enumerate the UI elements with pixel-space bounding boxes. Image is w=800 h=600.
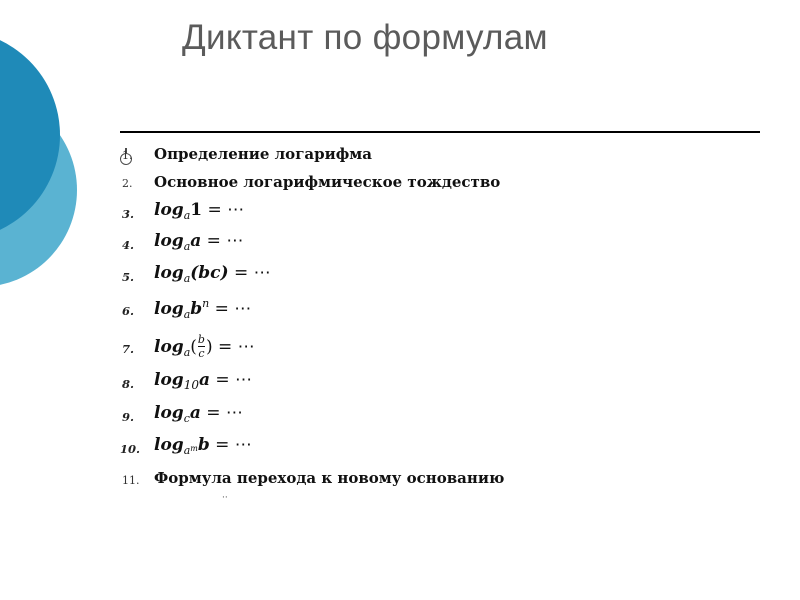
slide-title: Диктант по формулам — [182, 18, 548, 57]
item-number: 11. — [122, 474, 140, 487]
item-number: 10. — [120, 442, 141, 456]
item-number: 8. — [122, 377, 135, 391]
footer-mark: ·· — [222, 493, 228, 503]
item-number: 6. — [122, 304, 135, 318]
list-item-4 — [0, 231, 760, 259]
formula — [154, 403, 243, 425]
log-symbol: log — [154, 200, 184, 220]
log-base — [184, 444, 198, 457]
list-item-3 — [0, 200, 760, 228]
equals-ellipsis: = ⋯ — [200, 403, 243, 423]
close-paren: ) — [205, 337, 213, 357]
formula — [154, 263, 271, 285]
item-number: 3. — [122, 207, 135, 221]
item-text: Формула перехода к новому основанию — [154, 469, 505, 487]
list-item-11 — [0, 469, 760, 497]
item-number: 2. — [122, 177, 133, 190]
item-number: 4. — [122, 238, 135, 252]
list-item-1 — [0, 145, 760, 173]
list-item-8 — [0, 370, 760, 398]
log-base-letter: a — [183, 444, 191, 457]
log-argument: b — [190, 299, 203, 319]
log-base-exponent: m — [190, 444, 198, 453]
item-number: 5. — [122, 270, 135, 284]
item-text: Основное логарифмическое тождество — [154, 173, 501, 191]
list-item-6 — [0, 297, 760, 325]
open-paren: ( — [190, 337, 197, 357]
fraction — [198, 334, 205, 359]
log-base: a — [183, 308, 191, 321]
item-number: 7. — [122, 342, 135, 356]
fraction-numerator: b — [197, 333, 205, 346]
equals-ellipsis: = ⋯ — [201, 231, 244, 251]
formula — [154, 297, 251, 321]
list-item-7 — [0, 335, 760, 363]
item-number: 1. — [122, 149, 133, 162]
log-symbol: log — [154, 435, 184, 455]
log-symbol: log — [154, 263, 184, 283]
log-argument: 1 — [190, 200, 203, 220]
formula — [154, 200, 244, 222]
log-base: a — [183, 272, 191, 285]
list-item-10 — [0, 435, 760, 463]
log-argument: a — [190, 231, 202, 251]
log-base: a — [183, 240, 191, 253]
log-argument: (bc) — [190, 263, 229, 283]
log-base: c — [183, 412, 190, 425]
list-item-5 — [0, 263, 760, 291]
formula — [154, 370, 252, 392]
formula — [154, 435, 252, 457]
item-text: Определение логарифма — [154, 145, 372, 163]
equals-ellipsis: = ⋯ — [209, 299, 252, 319]
item-number: 9. — [122, 410, 135, 424]
log-argument: a — [198, 370, 210, 390]
log-symbol: log — [154, 231, 184, 251]
divider-line — [120, 131, 760, 133]
log-argument: b — [197, 435, 210, 455]
log-symbol: log — [154, 370, 184, 390]
log-symbol: log — [154, 403, 184, 423]
log-symbol: log — [154, 299, 184, 319]
log-base: a — [183, 346, 191, 359]
formula — [154, 335, 255, 360]
log-base: 10 — [183, 378, 199, 392]
list-item-2 — [0, 173, 760, 201]
equals-ellipsis: = ⋯ — [212, 337, 255, 357]
log-argument: a — [189, 403, 201, 423]
equals-ellipsis: = ⋯ — [209, 435, 252, 455]
equals-ellipsis: = ⋯ — [209, 370, 253, 390]
formula — [154, 231, 243, 253]
log-base: a — [183, 209, 191, 222]
log-symbol: log — [154, 337, 184, 357]
exponent: n — [202, 297, 210, 310]
equals-ellipsis: = ⋯ — [228, 263, 271, 283]
fraction-denominator: c — [198, 347, 205, 360]
list-item-9 — [0, 403, 760, 431]
equals-ellipsis: = ⋯ — [202, 200, 245, 220]
